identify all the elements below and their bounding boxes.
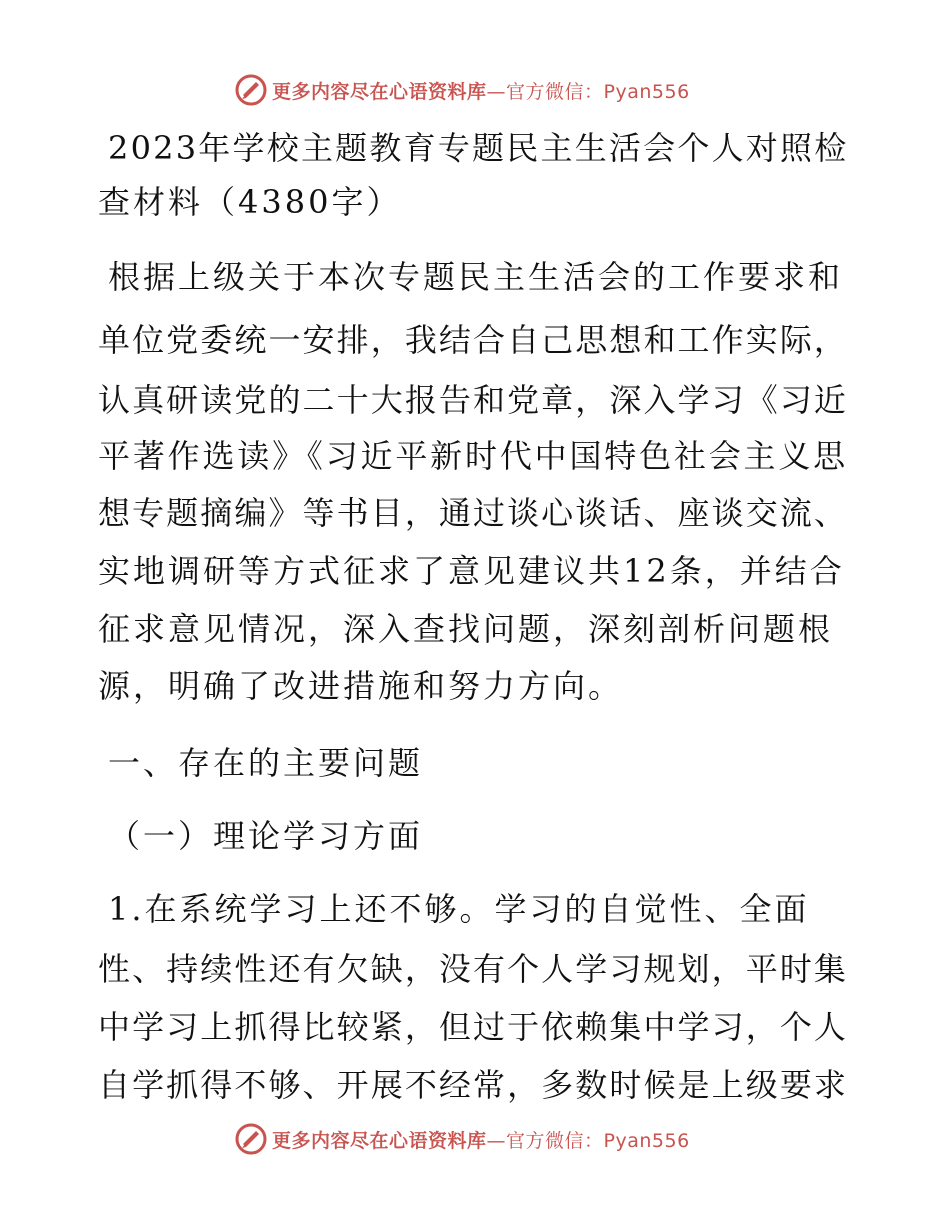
intro-line: 单位党委统一安排，我结合自己思想和工作实际，	[98, 321, 849, 359]
footer-watermark	[234, 1121, 690, 1157]
intro-line: 源，明确了改进措施和努力方向。	[98, 667, 624, 705]
item-line: 中学习上抓得比较紧，但过于依赖集中学习，个人	[98, 1008, 849, 1046]
logo-icon	[234, 1122, 268, 1156]
item-line: 性、持续性还有欠缺，没有个人学习规划，平时集	[98, 950, 849, 988]
section-heading: 一、存在的主要问题	[108, 744, 424, 782]
intro-line: 实地调研等方式征求了意见建议共12条，并结合	[98, 552, 845, 590]
section-subheading: （一）理论学习方面	[108, 817, 424, 855]
intro-line: 根据上级关于本次专题民主生活会的工作要求和	[108, 258, 844, 296]
logo-icon	[234, 73, 268, 107]
document-title-line-1: 2023年学校主题教育专题民主生活会个人对照检	[108, 129, 849, 167]
intro-line: 认真研读党的二十大报告和党章，深入学习《习近	[98, 381, 849, 419]
watermark-text: 更多内容尽在心语资料库	[272, 80, 487, 103]
item-line: 1.在系统学习上还不够。学习的自觉性、全面	[108, 890, 810, 928]
header-watermark	[234, 72, 690, 108]
watermark-suffix: —官方微信：Pyan556	[486, 80, 690, 103]
document-title-line-2: 查材料（4380字）	[98, 183, 402, 221]
intro-line: 平著作选读》《习近平新时代中国特色社会主义思	[98, 437, 849, 475]
intro-line: 征求意见情况，深入查找问题，深刻剖析问题根	[98, 610, 834, 648]
item-line: 自学抓得不够、开展不经常，多数时候是上级要求	[98, 1066, 849, 1104]
intro-line: 想专题摘编》等书目，通过谈心谈话、座谈交流、	[98, 494, 849, 532]
watermark-text: 更多内容尽在心语资料库	[272, 1129, 487, 1152]
watermark-suffix: —官方微信：Pyan556	[486, 1129, 690, 1152]
